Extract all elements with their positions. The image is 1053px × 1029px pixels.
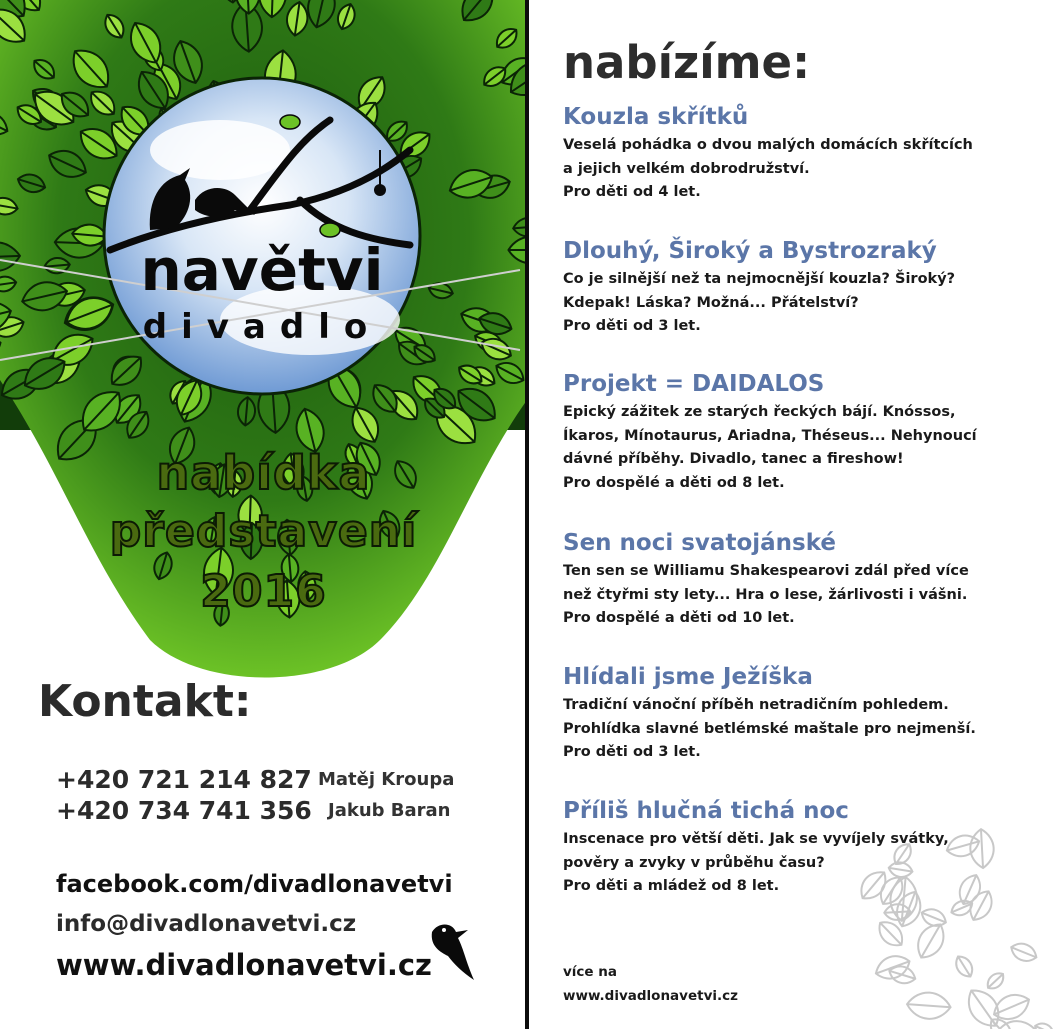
email-link[interactable]: info@divadlonavetvi.cz (56, 911, 357, 937)
show-age-line: Pro děti od 3 let. (563, 318, 701, 334)
show-desc-line: dávné příběhy. Divadlo, tanec a fireshow! (563, 451, 904, 467)
logo-line1: navětvi (140, 236, 384, 304)
ornament-leaf (1033, 1020, 1053, 1029)
show-desc-line: než čtyřmi sty lety... Hra o lese, žárlivosti i vášni. (563, 586, 968, 603)
show-item-2 (563, 238, 1033, 339)
more-info (563, 960, 738, 1008)
ornament-leaf (969, 829, 994, 869)
show-desc-line: Epický zážitek ze starých řeckých bájí. Knóssos, (563, 404, 956, 420)
leaf-ornament-icon (829, 820, 1053, 1029)
right-panel (529, 0, 1053, 1029)
offer-heading: nabízíme: (563, 36, 811, 89)
show-age-line: Pro děti od 3 let. (563, 744, 701, 760)
ornament-leaf (944, 832, 982, 861)
show-item-1 (563, 104, 1033, 205)
show-item-5 (563, 664, 1033, 765)
show-desc-line: Íkaros, Mínotaurus, Ariadna, Théseus... Nehynoucí (563, 427, 977, 444)
contact-name-2: Jakub Baran (328, 800, 451, 821)
ornament-leaf (1008, 940, 1039, 965)
promo-line2: představení (109, 506, 418, 557)
show-title: Projekt = DAIDALOS (563, 371, 825, 397)
show-age-line: Pro dospělé a děti od 10 let. (563, 610, 795, 626)
ornament-leaf (889, 876, 919, 922)
show-desc-line: pověry a zvyky v průběhu času? (563, 854, 825, 871)
facebook-link[interactable]: facebook.com/divadlonavetvi (56, 870, 453, 898)
contact-name-1: Matěj Kroupa (318, 769, 455, 790)
show-desc-line: a jejich velkém dobrodružství. (563, 160, 810, 177)
more-link[interactable]: www.divadlonavetvi.cz (563, 988, 738, 1004)
show-desc-line: Inscenace pro větší děti. Jak se vyvíjely svátky, (563, 831, 949, 847)
show-item-3 (563, 371, 1033, 495)
show-age-line: Pro dospělé a děti od 8 let. (563, 474, 785, 491)
show-desc-line: Veselá pohádka o dvou malých domácích skřítcích (563, 137, 973, 153)
contact-heading: Kontakt: (38, 676, 252, 727)
show-item-4 (563, 530, 1033, 631)
show-title: Sen noci svatojánské (563, 530, 836, 556)
show-title: Dlouhý, Široký a Bystrozraký (563, 238, 937, 264)
show-desc-line: Co je silnější než ta nejmocnější kouzla? Široký? (563, 271, 956, 287)
ornament-leaf (872, 951, 913, 983)
promo-line1: nabídka (156, 446, 371, 500)
show-desc-line: Ten sen se Williamu Shakespearovi zdál před více (563, 563, 969, 579)
ornament-leaf (961, 983, 1007, 1029)
logo-line2: divadlo (142, 307, 382, 347)
show-title: Hlídali jsme Ježíška (563, 664, 813, 690)
show-title: Příliš hlučná tichá noc (563, 798, 849, 824)
ornament-leaf (919, 906, 949, 930)
show-desc-line: Tradiční vánoční příběh netradičním pohledem. (563, 697, 949, 713)
bird-icon (422, 918, 478, 984)
phone-number-1[interactable]: +420 721 214 827 (56, 765, 312, 794)
show-desc-line: Kdepak! Láska? Možná... Přátelství? (563, 294, 859, 311)
show-title: Kouzla skřítků (563, 104, 749, 130)
phone-number-2[interactable]: +420 734 741 356 (56, 796, 312, 825)
ornament-leaf (906, 991, 951, 1020)
website-link[interactable]: www.divadlonavetvi.cz (56, 948, 432, 982)
show-age-line: Pro děti od 4 let. (563, 184, 701, 200)
more-label: více na (563, 964, 618, 980)
ornament-leaf (984, 969, 1007, 992)
ornament-leaf (952, 953, 976, 980)
show-desc-line: Prohlídka slavné betlémské maštale pro nejmenší. (563, 720, 976, 737)
show-age-line: Pro děti a mládež od 8 let. (563, 878, 780, 894)
promo-line3: 2016 (200, 566, 327, 617)
